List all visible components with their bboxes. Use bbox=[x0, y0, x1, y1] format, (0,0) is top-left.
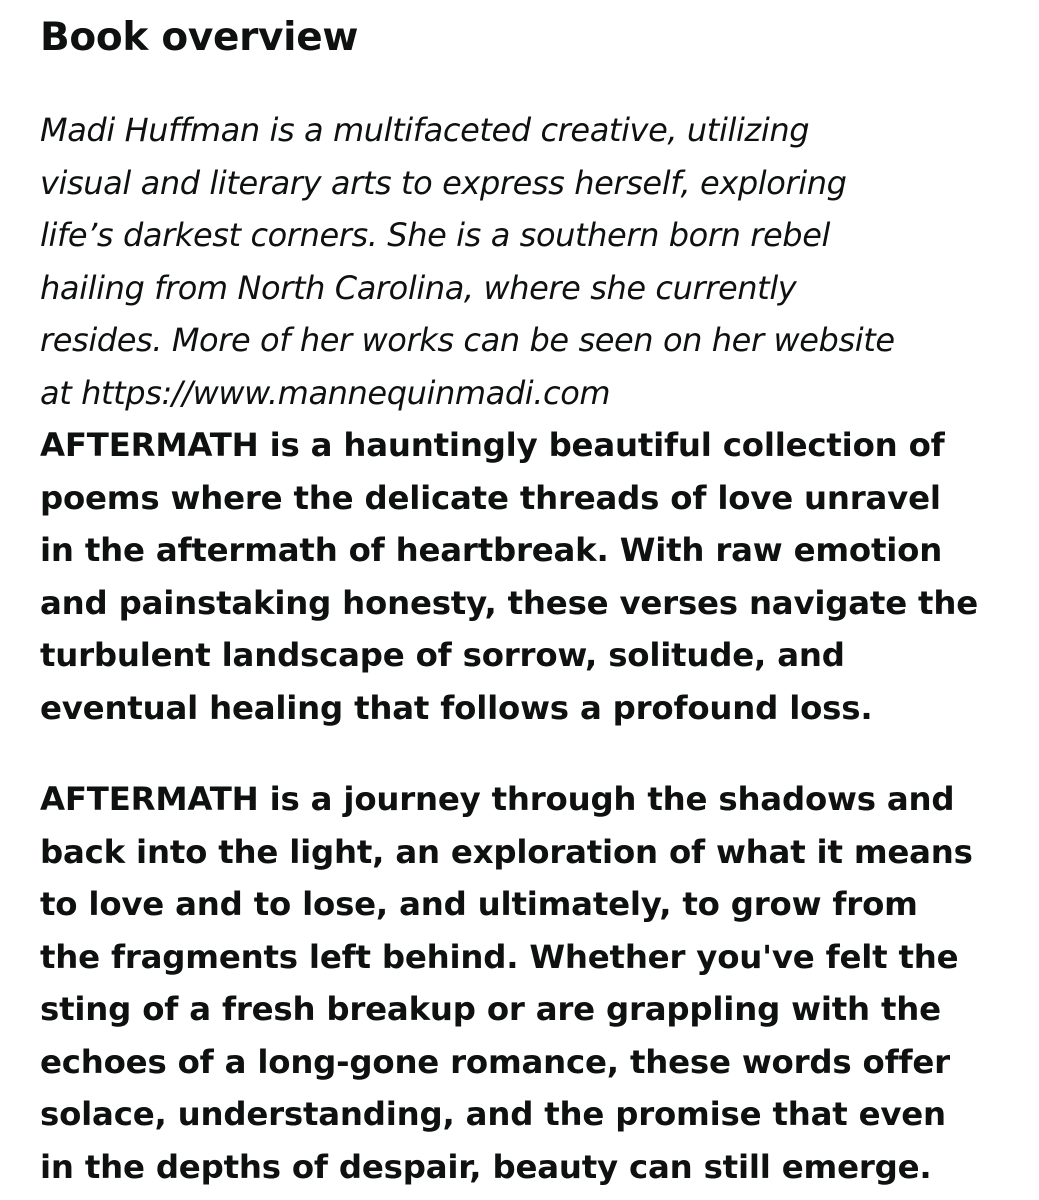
author-bio-line: at https://www.mannequinmadi.com bbox=[40, 373, 611, 412]
book-description-paragraph-1 bbox=[40, 419, 1015, 734]
section-title: Book overview bbox=[40, 15, 359, 60]
description-line: echoes of a long-gone romance, these words offer bbox=[40, 1042, 950, 1081]
description-line: AFTERMATH is a journey through the shadows and bbox=[40, 780, 955, 818]
description-line: poems where the delicate threads of love unravel bbox=[40, 478, 941, 517]
description-line: to love and to lose, and ultimately, to grow from bbox=[40, 885, 918, 923]
book-description-paragraph-2 bbox=[40, 773, 1015, 1193]
description-line: and painstaking honesty, these verses navigate the bbox=[40, 583, 978, 622]
description-line: eventual healing that follows a profound loss. bbox=[40, 688, 873, 727]
description-line: AFTERMATH is a hauntingly beautiful collection of bbox=[40, 426, 945, 464]
description-line: solace, understanding, and the promise that even bbox=[40, 1095, 946, 1133]
author-bio-line: hailing from North Carolina, where she currently bbox=[40, 268, 797, 307]
description-line: back into the light, an exploration of what it means bbox=[40, 832, 973, 871]
description-line: the fragments left behind. Whether you've felt the bbox=[40, 937, 959, 976]
description-line: turbulent landscape of sorrow, solitude, and bbox=[40, 636, 845, 674]
author-bio-line: resides. More of her works can be seen on her website bbox=[40, 321, 895, 359]
description-line: sting of a fresh breakup or are grappling with the bbox=[40, 990, 941, 1028]
description-line: in the depths of despair, beauty can still emerge. bbox=[40, 1147, 932, 1186]
author-bio-line: visual and literary arts to express herself, exploring bbox=[40, 163, 847, 202]
author-bio-line: Madi Huffman is a multifaceted creative, utilizing bbox=[40, 111, 810, 149]
book-overview-section bbox=[40, 10, 1015, 1193]
description-line: in the aftermath of heartbreak. With raw emotion bbox=[40, 531, 943, 569]
author-bio bbox=[40, 104, 1015, 419]
author-bio-line: life’s darkest corners. She is a southern born rebel bbox=[40, 216, 830, 254]
